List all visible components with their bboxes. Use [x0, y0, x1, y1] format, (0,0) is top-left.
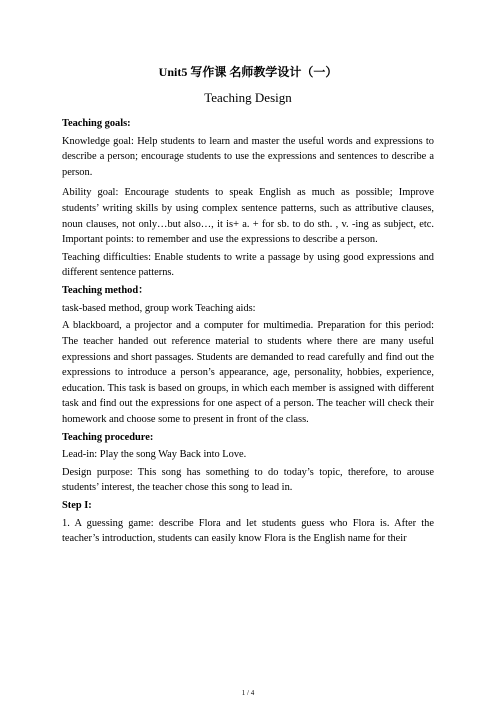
heading-teaching-method: Teaching method：	[62, 285, 149, 297]
heading-teaching-goals: Teaching goals:	[62, 117, 131, 129]
page-number: 1 / 4	[241, 689, 255, 697]
paragraph-ability-goal: Ability goal: Encourage students to speak English as much as possible; Improve students’ writing skills by using complex sentence patterns, such as attributive clauses, noun clauses, not only…but also…, it is+ a. + for sb. to do sth. , v. -ing as subject, etc. Important points: to remember and use the expressions to describe a person.	[62, 187, 434, 246]
paragraph-knowledge-goal: Knowledge goal: Help students to learn and master the useful words and expressions to describe a person; encourage students to use the expressions and sentences to describe a person.	[62, 135, 434, 178]
heading-step-1: Step I:	[62, 500, 92, 511]
paragraph-guessing-game: 1. A guessing game: describe Flora and let students guess who Flora is. After the teacher’s introduction, students can easily know Flora is the English name for their	[62, 517, 434, 545]
paragraph-design-purpose: Design purpose: This song has something to do today’s topic, therefore, to arouse students’ interest, the teacher chose this song to lead in.	[62, 466, 434, 494]
paragraph-method: task-based method, group work Teaching aids:	[62, 302, 256, 314]
heading-teaching-procedure: Teaching procedure:	[62, 431, 154, 443]
document-subtitle: Teaching Design	[204, 89, 292, 105]
paragraph-lead-in: Lead-in: Play the song Way Back into Love.	[62, 449, 247, 461]
paragraph-preparation: A blackboard, a projector and a computer for multimedia. Preparation for this period: The teacher handed out reference material to students where there are many useful expressions and short passages. Students are demanded to read carefully and find out the expressions to introduce a person’s appearance, age, personality, hobbies, experience, education. This task is based on groups, in which each member is assigned with different task and find out the expressions for one aspect of a person. The teacher will check their homework and choose some to present in front of the class.	[62, 320, 434, 425]
paragraph-teaching-difficulties: Teaching difficulties: Enable students to write a passage by using good expressions and different sentence patterns.	[62, 251, 434, 279]
document-body	[62, 64, 434, 552]
document-title: Unit5 写作课 名师教学设计（一）	[158, 65, 338, 79]
